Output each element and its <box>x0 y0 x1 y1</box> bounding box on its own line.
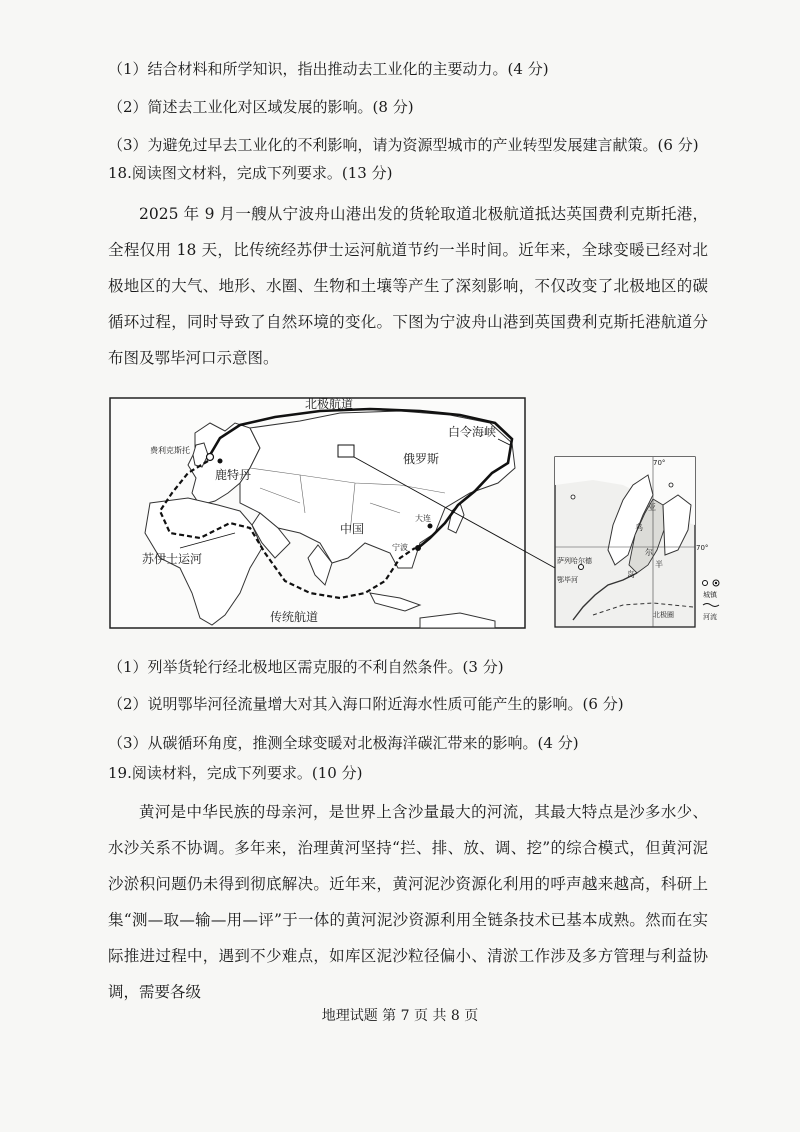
q18-passage: 2025 年 9 月一艘从宁波舟山港出发的货轮取道北极航道抵达英国费利克斯托港，全程仅用 18 天，比传统经苏伊士运河航道节约一半时间。近年来，全球变暖已经对北极地区的大气、地形、水圈、生物和土壤等产生了深刻影响，不仅改变了北极地区的碳循环过程，同时导致了自然环境的变化。下图为宁波舟山港到英国费利克斯托港航道分布图及鄂毕河口示意图。 <box>108 205 708 367</box>
inset-label-wu: 乌 <box>635 523 643 532</box>
label-arctic-route: 北极航道 <box>305 397 354 411</box>
inset-label-dao: 岛 <box>627 570 635 579</box>
q19-heading: 19.阅读材料，完成下列要求。(10 分) <box>108 764 363 782</box>
q17-sub2: （2）简述去工业化对区域发展的影响。(8 分) <box>108 98 414 116</box>
legend-river-label: 河流 <box>703 613 717 621</box>
q17-sub1: （1）结合材料和所学知识，指出推动去工业化的主要动力。(4 分) <box>108 60 549 78</box>
label-china: 中国 <box>340 522 365 536</box>
q19-passage: 黄河是中华民族的母亲河，是世界上含沙量最大的河流，其最大特点是沙多水少、水沙关系不协调。多年来，治理黄河坚持“拦、排、放、调、挖”的综合模式，但黄河泥沙淤积问题仍未得到彻底解决。近年来，黄河泥沙资源化利用的呼声越来越高，科研上集“测—取—输—用—评”于一体的黄河泥沙资源利用全链条技术已基本成熟。然而在实际推进过程中，遇到不少难点，如库区泥沙粒径偏小、清淤工作涉及多方管理与利益协调，需要各级 <box>108 803 708 1001</box>
town-marker-2 <box>669 483 673 487</box>
rotterdam-port <box>218 459 223 464</box>
label-traditional-route: 传统航道 <box>270 610 319 624</box>
q17-sub3: （3）为避免过早去工业化的不利影响，请为资源型城市的产业转型发展建言献策。(6 分) <box>108 136 699 154</box>
inset-label-er: 尔 <box>645 548 653 557</box>
inset-label-ban: 半 <box>655 560 663 569</box>
inset-label-ya: 亚 <box>648 503 656 512</box>
q18-sub3: （3）从碳循环角度，推测全球变暖对北极海洋碳汇带来的影响。(4 分) <box>108 734 579 752</box>
q18-sub1: （1）列举货轮行经北极地区需克服的不利自然条件。(3 分) <box>108 658 504 676</box>
legend-river-icon <box>703 604 719 607</box>
q18-heading: 18.阅读图文材料，完成下列要求。(13 分) <box>108 164 393 182</box>
label-dalian: 大连 <box>415 514 431 523</box>
inset-label-salekhard: 萨列哈尔德 <box>557 557 592 565</box>
label-suez-canal: 苏伊士运河 <box>142 552 203 566</box>
ob-river-inset-map <box>553 455 800 635</box>
inset-label-lat70: 70° <box>653 459 666 467</box>
town-marker-3 <box>571 495 575 499</box>
label-bering-strait: 白令海峡 <box>448 425 497 439</box>
inset-label-lon70: 70° <box>696 544 709 552</box>
salekhard-town <box>579 565 584 570</box>
inset-label-ob-river: 鄂毕河 <box>557 576 578 584</box>
page-footer: 地理试题 第 7 页 共 8 页 <box>321 1008 479 1024</box>
felixstowe-port <box>207 454 214 461</box>
label-ningbo: 宁波 <box>392 543 408 552</box>
q18-sub2: （2）说明鄂毕河径流量增大对其入海口附近海水性质可能产生的影响。(6 分) <box>108 695 624 713</box>
inset-label-arctic-circle: 北极圈 <box>653 611 674 619</box>
label-rotterdam: 鹿特丹 <box>215 468 252 482</box>
label-felixstowe: 费利克斯托 <box>150 446 190 455</box>
legend-town-icon <box>703 581 708 586</box>
legend-town-label: 城镇 <box>703 591 717 599</box>
label-russia: 俄罗斯 <box>403 452 440 466</box>
